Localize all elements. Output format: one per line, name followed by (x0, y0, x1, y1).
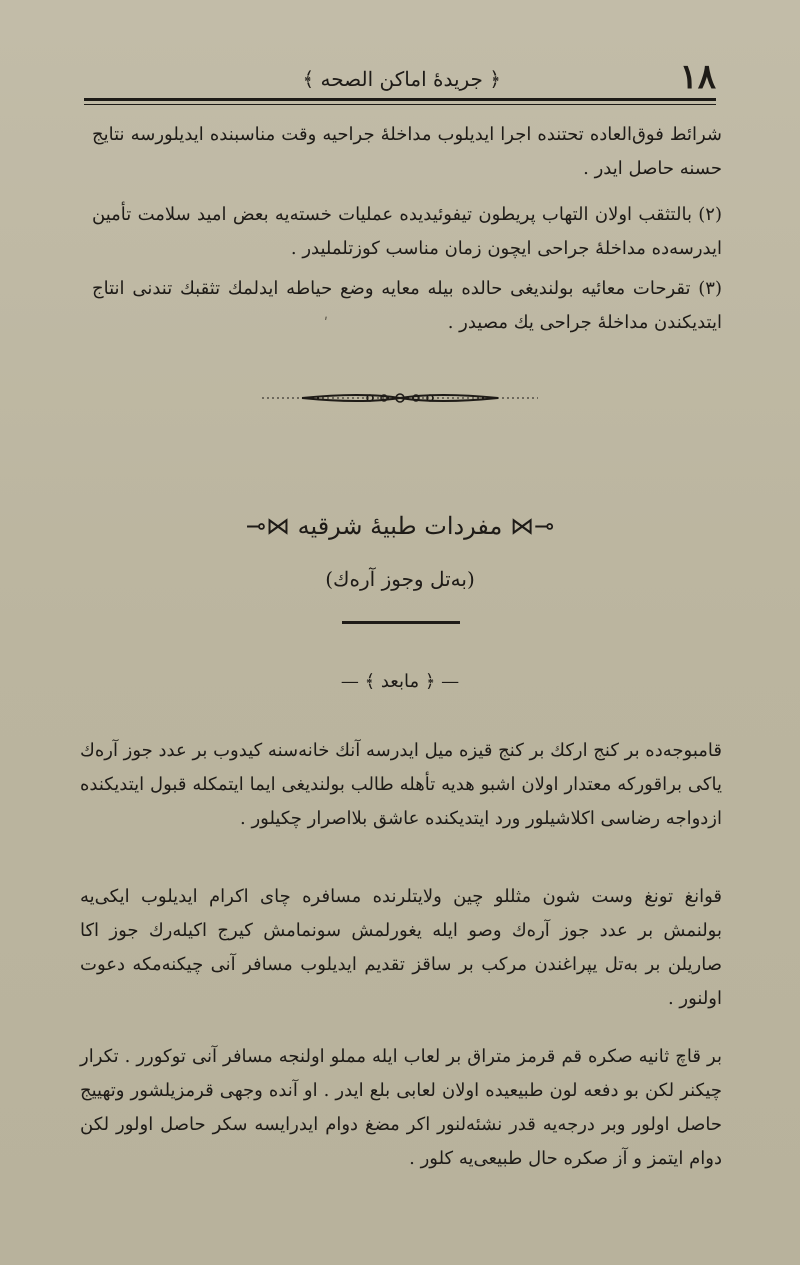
page-number: ١٨ (679, 57, 716, 97)
paragraph-4: قامبوجه‌ده بر کنج ارکك بر کنج قیزه میل ایدرسه آنك خانه‌سنه کیدوب بر عدد جوز آره‌ك یاکی براقورکه معتدار اولان اشبو هدیه تأهله طالب بولندیغی ایما ایتمکله قبول ایتدیکنده ازدواجه رضاسی اکلاشیلور ورد ایتدیکنده عاشق بلااصرار چکیلور . (80, 740, 722, 829)
continued-label (300, 668, 500, 696)
right-flourish-icon: ⋈⟜ (245, 512, 290, 540)
section-title-text: مفردات طبیهٔ شرقیه (297, 512, 503, 540)
running-title: ﴿ جريدهٔ اماكن الصحه ﴾ (302, 67, 501, 91)
ornamental-divider (262, 386, 538, 410)
header-rule-thin (84, 104, 716, 105)
left-dash-icon: — (441, 671, 460, 692)
section-rule (342, 621, 460, 624)
paragraph-5: قوانغ تونغ وست شون مثللو چین ولایتلرنده مسافره چای اکرام ایدیلوب ایکی‌یه بولنمش بر عدد جوز آره‌ك وصو ایله یغورلمش سونمامش کیرج اکیله‌رك جوز اکا صاریلن بر بەتل یپراغندن مرکب بر ساقز تقدیم ایدیلوب مسافر آنی چیکنه‌مکه دعوت اولنور . (80, 886, 722, 1009)
paragraph-1: شرائط فوق‌العاده تحتنده اجرا ایدیلوب مداخلهٔ جراحیه وقت مناسبنده ایدیلورسه نتایج حسنه حاصل ایدر . (92, 124, 722, 179)
header-rule-thick (84, 98, 716, 101)
right-dash-icon: — (340, 671, 359, 692)
paragraph-3: (۳) تقرحات معائیه بولندیغی حالده بیله معایه وضع حیاطه ایدلمك تثقبك تندنی انتاج ایتدیکندن مداخلهٔ جراحی یك مصیدر . (92, 278, 722, 333)
stray-mark: ʹ (324, 316, 328, 332)
paragraph-2: (۲) بالتثقب اولان التهاب پریطون تیفوئیدیده عملیات خسته‌یه بعض امید سلامت تأمین ایدرسه‌ده مداخلهٔ جراحی ایچون زمان مناسب کوزتلملیدر . (92, 204, 722, 259)
section-subtitle: (بەتل وجوز آره‌ك) (325, 567, 475, 591)
continued-text: ﴿ مابعد ﴾ (364, 671, 436, 692)
paragraph-6: بر قاچ ثانیه صکره قم قرمز متراق بر لعاب ایله مملو اولنجه مسافر آنی توکورر . تکرار چیکنر لکن بو دفعه لون طبیعیده اولان لعابی بلع ایدر . او آنده وجهی قرمزیلشور وتهییج حاصل اولور وبر درجه‌یه قدر نشئه‌لنور اکر مضغ دوام ایدرایسه سکر حاصل اولور لکن دوام ایتمز و آز صکره حال طبیعی‌یه کلور . (80, 1046, 722, 1169)
section-title (200, 508, 600, 544)
left-flourish-icon: ⊸⋈ (510, 512, 555, 540)
page-header (84, 52, 716, 96)
